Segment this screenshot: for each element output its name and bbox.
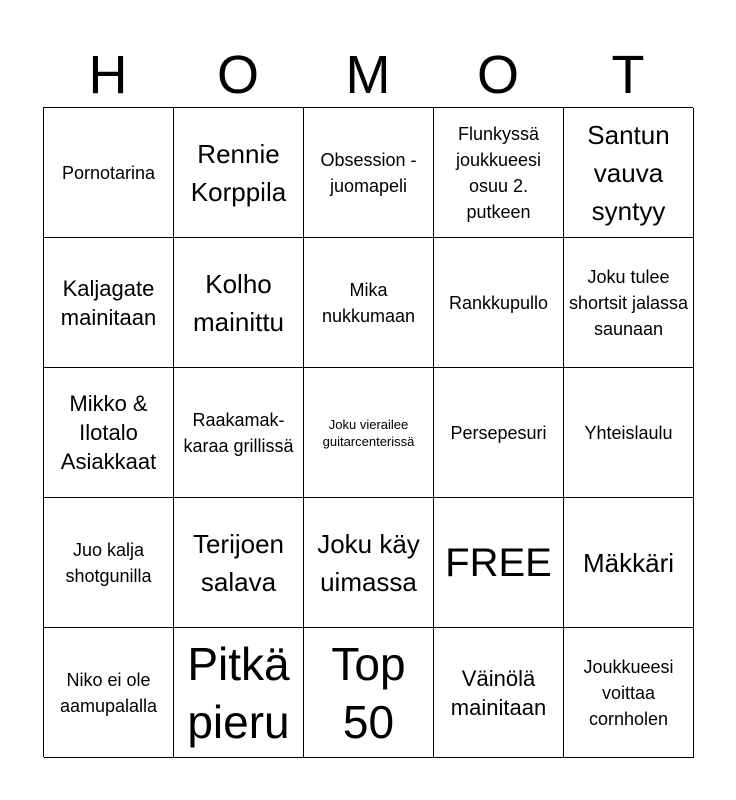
bingo-grid — [43, 107, 693, 757]
bingo-cell-5-1[interactable]: Niko ei ole aamupalalla — [44, 628, 174, 758]
bingo-cell-1-3[interactable]: Obsession -juomapeli — [304, 108, 434, 238]
bingo-cell-4-1[interactable]: Juo kalja shotgunilla — [44, 498, 174, 628]
bingo-cell-5-3[interactable]: Top 50 — [304, 628, 434, 758]
bingo-cell-3-5[interactable]: Yhteislaulu — [564, 368, 694, 498]
bingo-cell-3-2[interactable]: Raakamak-karaa grillissä — [174, 368, 304, 498]
bingo-cell-3-3[interactable]: Joku vierailee guitarcenterissä — [304, 368, 434, 498]
header-letter-h: H — [88, 45, 128, 105]
header-letter-o-2: O — [476, 45, 519, 105]
bingo-cell-3-4[interactable]: Persepesuri — [434, 368, 564, 498]
bingo-cell-5-2[interactable]: Pitkä pieru — [174, 628, 304, 758]
bingo-cell-1-5[interactable]: Santun vauva syntyy — [564, 108, 694, 238]
header-letter-t: T — [611, 45, 645, 105]
bingo-cell-2-4[interactable]: Rankkupullo — [434, 238, 564, 368]
bingo-cell-4-5[interactable]: Mäkkäri — [564, 498, 694, 628]
bingo-cell-2-3[interactable]: Mika nukkumaan — [304, 238, 434, 368]
bingo-cell-5-4[interactable]: Väinölä mainitaan — [434, 628, 564, 758]
bingo-cell-1-2[interactable]: Rennie Korppila — [174, 108, 304, 238]
bingo-cell-4-2[interactable]: Terijoen salava — [174, 498, 304, 628]
header-letter-m: M — [345, 45, 391, 105]
bingo-cell-free[interactable]: FREE — [434, 498, 564, 628]
bingo-cell-3-1[interactable]: Mikko & Ilotalo Asiakkaat — [44, 368, 174, 498]
bingo-cell-1-1[interactable]: Pornotarina — [44, 108, 174, 238]
bingo-cell-5-5[interactable]: Joukkueesi voittaa cornholen — [564, 628, 694, 758]
bingo-cell-2-2[interactable]: Kolho mainittu — [174, 238, 304, 368]
bingo-cell-2-5[interactable]: Joku tulee shortsit jalassa saunaan — [564, 238, 694, 368]
bingo-cell-4-3[interactable]: Joku käy uimassa — [304, 498, 434, 628]
bingo-cell-2-1[interactable]: Kaljagate mainitaan — [44, 238, 174, 368]
bingo-cell-1-4[interactable]: Flunkyssä joukkueesi osuu 2. putkeen — [434, 108, 564, 238]
bingo-header — [43, 44, 693, 106]
header-letter-o: O — [216, 45, 259, 105]
